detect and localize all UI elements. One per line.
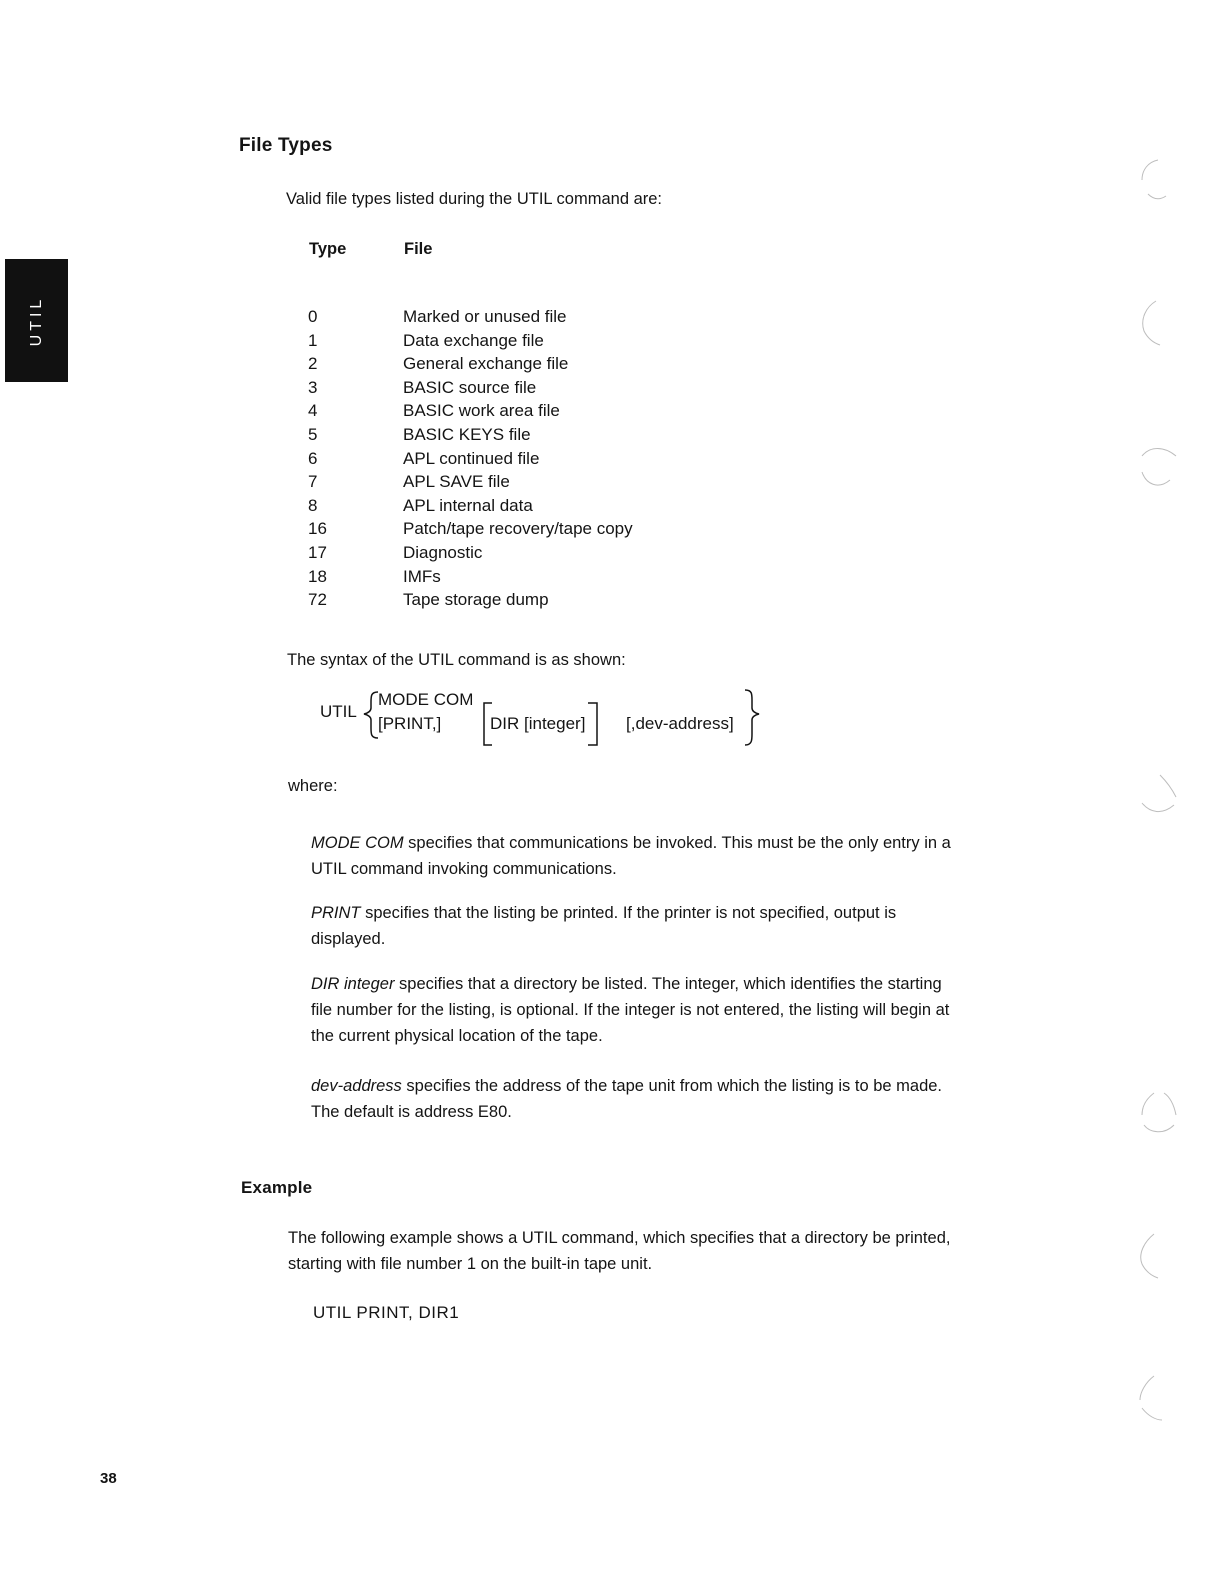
param-desc: specifies that the listing be printed. If the printer is not specified, output is displayed. [311,904,897,948]
table-cell-type: 18 [308,566,327,586]
syntax-dir: DIR [integer] [490,714,586,733]
table-cell-file: BASIC KEYS file [403,425,531,444]
param-desc: specifies that a directory be listed. The integer, which identifies the starting file number for the listing, is optional. If the integer is not entered, the listing will begin at the current physical location of the tape. [311,975,950,1045]
table-cell-file: Marked or unused file [403,307,567,326]
left-square-bracket [484,703,492,745]
table-cell-file: General exchange file [403,354,569,374]
table-cell-file: APL internal data [403,495,533,515]
right-brace [745,690,759,745]
table-cell-file: Tape storage dump [403,590,549,610]
param-term: MODE COM [311,834,404,852]
left-brace [364,692,378,738]
page-number: 38 [100,1470,117,1487]
example-heading: Example [241,1178,313,1197]
example-code: UTIL PRINT, DIR1 [313,1303,460,1322]
table-cell-type: 1 [308,330,318,350]
param-term: dev-address [311,1077,402,1095]
right-square-bracket [588,703,597,745]
param-dir-integer [311,971,961,1049]
binder-hole-mark [1120,150,1190,210]
table-cell-type: 5 [308,425,318,444]
param-print [311,900,961,952]
binder-hole-mark [1120,1085,1190,1145]
binder-hole-mark [1120,765,1190,825]
table-cell-type: 6 [308,448,318,468]
binder-hole-mark [1120,1228,1190,1288]
table-cell-type: 7 [308,472,318,492]
table-cell-type: 16 [308,519,327,539]
file-types-heading: File Types [239,135,333,156]
side-tab-label: UTIL [27,295,45,346]
table-cell-type: 2 [308,354,318,374]
table-cell-type: 72 [308,590,327,610]
table-cell-file: IMFs [403,566,441,586]
param-desc: specifies the address of the tape unit from which the listing is to be made. The default is address E80. [311,1077,943,1121]
binder-hole-mark [1120,440,1190,500]
syntax-mode-com: MODE COM [378,690,474,709]
table-cell-type: 3 [308,377,318,397]
param-desc: specifies that communications be invoked. This must be the only entry in a UTIL command invoking communications. [311,834,951,878]
binder-hole-mark [1120,295,1190,355]
param-mode-com [311,830,961,882]
table-cell-type: 8 [308,495,318,515]
table-cell-file: APL continued file [403,448,540,468]
table-header-file: File [404,240,433,258]
table-cell-file: Data exchange file [403,330,544,350]
syntax-brackets [0,0,1224,760]
binder-hole-mark [1120,1368,1190,1428]
table-cell-file: BASIC work area file [403,401,560,421]
param-dev-address [311,1073,951,1125]
example-text: The following example shows a UTIL command, which specifies that a directory be printed, starting with file number 1 on the built-in tape unit. [288,1229,951,1273]
table-cell-type: 4 [308,401,318,421]
table-cell-file: Patch/tape recovery/tape copy [403,519,633,539]
table-cell-file: APL SAVE file [403,472,510,492]
where-label: where: [288,777,338,795]
table-cell-type: 0 [308,307,318,326]
param-term: DIR integer [311,975,395,993]
syntax-command: UTIL [320,702,357,721]
syntax-dev-address: [,dev-address] [626,714,734,733]
syntax-intro: The syntax of the UTIL command is as shown: [287,651,626,669]
syntax-print: [PRINT,] [378,714,442,733]
param-term: PRINT [311,904,361,922]
file-types-intro: Valid file types listed during the UTIL command are: [286,190,663,208]
table-cell-file: Diagnostic [403,543,483,562]
table-header-type: Type [309,240,347,258]
table-cell-type: 17 [308,543,327,562]
table-cell-file: BASIC source file [403,377,537,397]
